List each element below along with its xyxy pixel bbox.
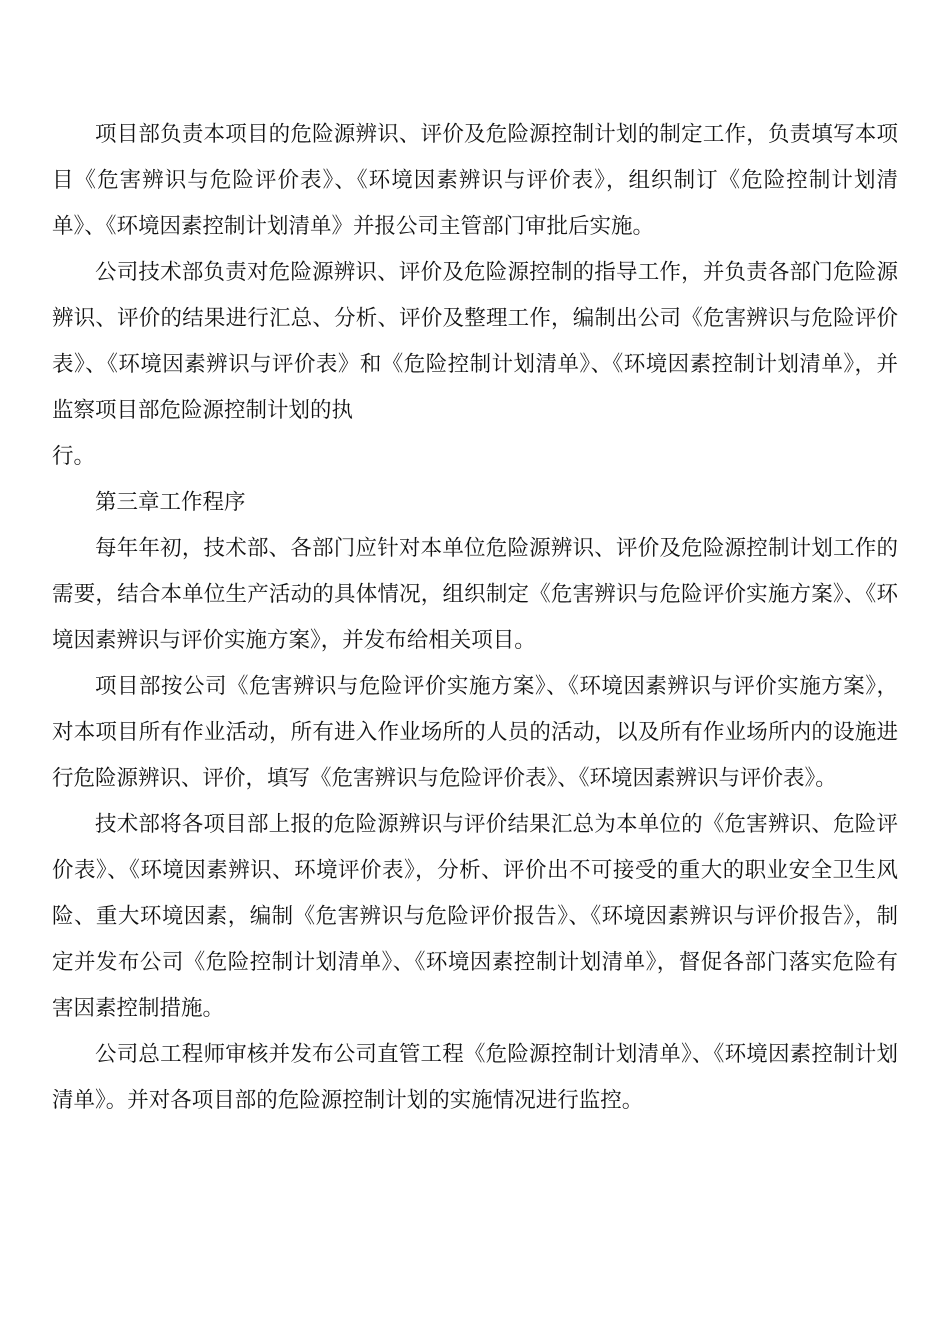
paragraph-project-identification: 项目部按公司《危害辨识与危险评价实施方案》、《环境因素辨识与评价实施方案》，对本项目所有作业活动，所有进入作业场所的人员的活动，以及所有作业场所内的设施进行危险源辨识、评价，填写《危害辨识与危险评价表》、《环境因素辨识与评价表》。 bbox=[52, 674, 898, 791]
paragraph-tech-dept-responsibility: 公司技术部负责对危险源辨识、评价及危险源控制的指导工作，并负责各部门危险源辨识、评价的结果进行汇总、分析、评价及整理工作，编制出公司《危害辨识与危险评价表》、《环境因素辨识与评价表》和《危险控制计划清单》、《环境因素控制计划清单》，并监察项目部危险源控制计划的执 bbox=[52, 260, 898, 423]
chapter-heading: 第三章工作程序 bbox=[95, 490, 246, 515]
paragraph-summary-report: 技术部将各项目部上报的危险源辨识与评价结果汇总为本单位的《危害辨识、危险评价表》、《环境因素辨识、环境评价表》，分析、评价出不可接受的重大的职业安全卫生风险、重大环境因素，编制《危害辨识与危险评价报告》、《环境因素辨识与评价报告》，制定并发布公司《危险控制计划清单》、《环境因素控制计划清单》，督促各部门落实危险有害因素控制措施。 bbox=[52, 812, 898, 1021]
paragraph-annual-plan: 每年年初，技术部、各部门应针对本单位危险源辨识、评价及危险源控制计划工作的需要，结合本单位生产活动的具体情况，组织制定《危害辨识与危险评价实施方案》、《环境因素辨识与评价实施方案》，并发布给相关项目。 bbox=[52, 536, 898, 653]
document-body bbox=[52, 112, 898, 1124]
paragraph-continuation: 行。 bbox=[52, 444, 96, 469]
paragraph-project-dept-responsibility: 项目部负责本项目的危险源辨识、评价及危险源控制计划的制定工作，负责填写本项目《危害辨识与危险评价表》、《环境因素辨识与评价表》，组织制订《危险控制计划清单》、《环境因素控制计划清单》并报公司主管部门审批后实施。 bbox=[52, 122, 898, 239]
paragraph-chief-engineer-review: 公司总工程师审核并发布公司直管工程《危险源控制计划清单》、《环境因素控制计划清单》。并对各项目部的危险源控制计划的实施情况进行监控。 bbox=[52, 1042, 898, 1113]
